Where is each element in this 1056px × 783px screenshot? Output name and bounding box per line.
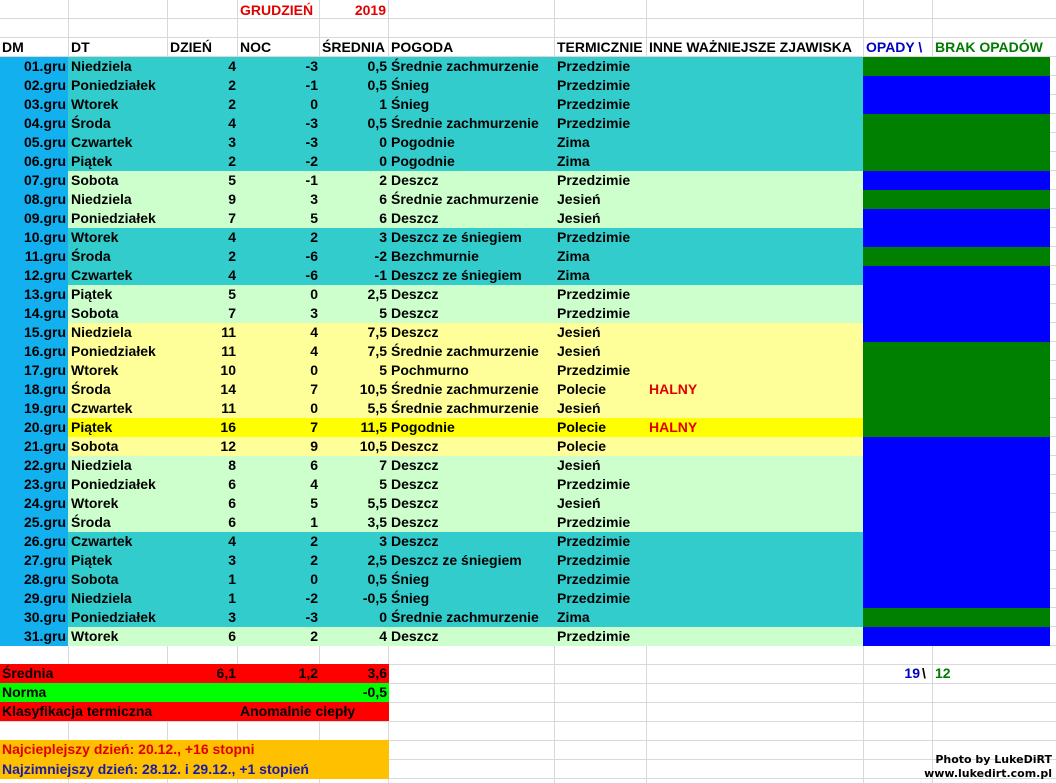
- weekday-cell: Czwartek: [71, 400, 133, 416]
- night-temp-cell: 5: [310, 210, 318, 226]
- weather-cell: Średnie zachmurzenie: [391, 191, 539, 207]
- night-temp-cell: -6: [305, 248, 318, 264]
- weather-cell: Deszcz: [391, 305, 439, 321]
- day-temp-cell: 7: [228, 210, 236, 226]
- weekday-cell: Sobota: [71, 438, 119, 454]
- day-temp-cell: 10: [220, 362, 236, 378]
- header-day: DZIEŃ: [170, 39, 212, 55]
- thermal-cell: Jesień: [557, 495, 601, 511]
- header-dm: DM: [2, 39, 24, 55]
- no-precip-indicator: [863, 190, 1050, 209]
- weekday-cell: Piątek: [71, 552, 113, 568]
- night-temp-cell: -6: [305, 267, 318, 283]
- weather-cell: Deszcz ze śniegiem: [391, 267, 522, 283]
- weather-cell: Śnieg: [391, 590, 430, 606]
- avg-temp-cell: 11,5: [360, 419, 387, 435]
- avg-temp-cell: 5,5: [367, 400, 387, 416]
- no-precip-indicator: [863, 418, 1050, 437]
- precip-indicator: [863, 304, 1050, 323]
- weekday-cell: Poniedziałek: [71, 343, 156, 359]
- day-temp-cell: 6: [228, 476, 236, 492]
- precip-indicator: [863, 171, 1050, 190]
- month-title: GRUDZIEŃ: [240, 2, 314, 18]
- night-temp-cell: 7: [310, 381, 318, 397]
- precip-indicator: [863, 323, 1050, 342]
- precip-indicator: [863, 95, 1050, 114]
- weekday-cell: Piątek: [71, 286, 113, 302]
- day-temp-cell: 6: [228, 514, 236, 530]
- avg-temp-cell: 0: [379, 134, 387, 150]
- date-cell: 23.gru: [23, 476, 66, 492]
- summary-norm-label: Norma: [2, 684, 47, 700]
- weather-cell: Deszcz: [391, 628, 439, 644]
- header-events: INNE WAŻNIEJSZE ZJAWISKA: [649, 39, 853, 55]
- thermal-cell: Przedzimie: [557, 96, 631, 112]
- thermal-cell: Przedzimie: [557, 590, 631, 606]
- weather-cell: Deszcz: [391, 457, 439, 473]
- thermal-cell: Przedzimie: [557, 362, 631, 378]
- night-temp-cell: 3: [310, 305, 318, 321]
- date-cell: 06.gru: [23, 153, 66, 169]
- thermal-cell: Przedzimie: [557, 58, 631, 74]
- weather-cell: Średnie zachmurzenie: [391, 609, 539, 625]
- thermal-cell: Przedzimie: [557, 476, 631, 492]
- day-temp-cell: 6: [228, 628, 236, 644]
- weekday-cell: Niedziela: [71, 324, 132, 340]
- summary-class-value: Anomalnie ciepły: [240, 703, 356, 719]
- day-temp-cell: 11: [221, 400, 236, 416]
- no-precip-indicator: [863, 114, 1050, 133]
- weekday-cell: Sobota: [71, 172, 119, 188]
- avg-temp-cell: 10,5: [359, 381, 387, 397]
- night-temp-cell: 0: [310, 400, 318, 416]
- weather-cell: Deszcz: [391, 533, 439, 549]
- night-temp-cell: -2: [305, 590, 318, 606]
- thermal-cell: Przedzimie: [557, 514, 631, 530]
- coldest-day-note: Najzimniejszy dzień: 28.12. i 29.12., +1 stopień: [2, 761, 309, 777]
- night-temp-cell: -3: [305, 58, 318, 74]
- date-cell: 02.gru: [23, 77, 66, 93]
- thermal-cell: Przedzimie: [557, 77, 631, 93]
- thermal-cell: Jesień: [557, 324, 601, 340]
- date-cell: 28.gru: [23, 571, 66, 587]
- thermal-cell: Jesień: [557, 191, 601, 207]
- precip-indicator: [863, 76, 1050, 95]
- weather-cell: Średnie zachmurzenie: [391, 115, 539, 131]
- avg-temp-cell: 3: [379, 533, 387, 549]
- day-temp-cell: 4: [228, 229, 236, 245]
- weather-cell: Pogodnie: [391, 134, 455, 150]
- precip-indicator: [863, 570, 1050, 589]
- date-cell: 14.gru: [23, 305, 66, 321]
- date-cell: 27.gru: [23, 552, 66, 568]
- thermal-cell: Polecie: [557, 419, 607, 435]
- day-temp-cell: 1: [228, 590, 236, 606]
- summary-avg-day: 6,1: [216, 665, 236, 681]
- weather-cell: Śnieg: [391, 571, 430, 587]
- weather-cell: Śnieg: [391, 96, 430, 112]
- thermal-cell: Jesień: [557, 400, 601, 416]
- weekday-cell: Piątek: [71, 153, 113, 169]
- avg-temp-cell: 7,5: [367, 343, 387, 359]
- avg-temp-cell: 10,5: [359, 438, 387, 454]
- header-thermal: TERMICZNIE: [557, 39, 643, 55]
- precip-indicator: [863, 475, 1050, 494]
- day-temp-cell: 3: [228, 609, 236, 625]
- thermal-cell: Przedzimie: [557, 628, 631, 644]
- weekday-cell: Czwartek: [71, 533, 133, 549]
- thermal-cell: Polecie: [557, 438, 607, 454]
- no-precip-indicator: [863, 57, 1050, 76]
- day-temp-cell: 14: [220, 381, 236, 397]
- weekday-cell: Piątek: [71, 419, 113, 435]
- night-temp-cell: 5: [310, 495, 318, 511]
- weekday-cell: Poniedziałek: [71, 476, 156, 492]
- date-cell: 04.gru: [23, 115, 66, 131]
- night-temp-cell: 3: [310, 191, 318, 207]
- no-precip-indicator: [863, 380, 1050, 399]
- no-precip-indicator: [863, 608, 1050, 627]
- day-temp-cell: 7: [228, 305, 236, 321]
- thermal-cell: Jesień: [557, 210, 601, 226]
- weather-cell: Średnie zachmurzenie: [391, 400, 539, 416]
- weather-cell: Pogodnie: [391, 153, 455, 169]
- weekday-cell: Wtorek: [71, 495, 119, 511]
- date-cell: 03.gru: [23, 96, 66, 112]
- header-noprecip: BRAK OPADÓW: [935, 39, 1043, 55]
- website-credit: www.lukedirt.com.pl: [924, 767, 1052, 780]
- precip-indicator: [863, 532, 1050, 551]
- date-cell: 08.gru: [23, 191, 66, 207]
- thermal-cell: Przedzimie: [557, 552, 631, 568]
- weekday-cell: Środa: [71, 514, 111, 530]
- date-cell: 21.gru: [23, 438, 66, 454]
- night-temp-cell: -1: [305, 77, 318, 93]
- day-temp-cell: 4: [228, 58, 236, 74]
- avg-temp-cell: 2,5: [367, 286, 387, 302]
- date-cell: 05.gru: [23, 134, 66, 150]
- weather-cell: Śnieg: [391, 77, 430, 93]
- weather-cell: Deszcz: [391, 172, 439, 188]
- precip-indicator: [863, 513, 1050, 532]
- thermal-cell: Zima: [557, 153, 590, 169]
- avg-temp-cell: 1: [379, 96, 387, 112]
- day-temp-cell: 2: [228, 96, 236, 112]
- thermal-cell: Przedzimie: [557, 571, 631, 587]
- warmest-day-note: Najcieplejszy dzień: 20.12., +16 stopni: [2, 741, 255, 757]
- precip-indicator: [863, 437, 1050, 456]
- weather-cell: Deszcz: [391, 210, 439, 226]
- night-temp-cell: -1: [305, 172, 318, 188]
- weekday-cell: Sobota: [71, 571, 119, 587]
- day-temp-cell: 1: [228, 571, 236, 587]
- date-cell: 19.gru: [23, 400, 66, 416]
- night-temp-cell: -3: [305, 609, 318, 625]
- precip-days-count: 19: [904, 665, 920, 681]
- summary-avg-mean: 3,6: [367, 665, 387, 681]
- weekday-cell: Niedziela: [71, 58, 132, 74]
- weather-cell: Bezchmurnie: [391, 248, 479, 264]
- avg-temp-cell: 0: [379, 609, 387, 625]
- weekday-cell: Wtorek: [71, 96, 119, 112]
- date-cell: 07.gru: [23, 172, 66, 188]
- day-temp-cell: 4: [228, 115, 236, 131]
- date-cell: 16.gru: [23, 343, 66, 359]
- date-cell: 22.gru: [23, 457, 66, 473]
- day-temp-cell: 3: [228, 134, 236, 150]
- summary-norm-value: -0,5: [362, 684, 387, 700]
- thermal-cell: Zima: [557, 609, 590, 625]
- weather-cell: Średnie zachmurzenie: [391, 343, 539, 359]
- no-precip-indicator: [863, 342, 1050, 361]
- avg-temp-cell: 0,5: [367, 571, 387, 587]
- day-temp-cell: 9: [228, 191, 236, 207]
- header-avg: ŚREDNIA: [322, 39, 386, 55]
- header-night: NOC: [240, 39, 272, 55]
- night-temp-cell: 2: [310, 628, 318, 644]
- weekday-cell: Środa: [71, 248, 111, 264]
- weekday-cell: Czwartek: [71, 134, 133, 150]
- date-cell: 13.gru: [23, 286, 66, 302]
- weekday-cell: Niedziela: [71, 590, 132, 606]
- header-weather: POGODA: [391, 39, 454, 55]
- weekday-cell: Wtorek: [71, 229, 119, 245]
- night-temp-cell: 7: [310, 419, 318, 435]
- date-cell: 09.gru: [23, 210, 66, 226]
- avg-temp-cell: 0,5: [367, 115, 387, 131]
- date-cell: 24.gru: [23, 495, 66, 511]
- weekday-cell: Poniedziałek: [71, 210, 156, 226]
- weekday-cell: Czwartek: [71, 267, 133, 283]
- night-temp-cell: 0: [310, 96, 318, 112]
- day-temp-cell: 4: [228, 267, 236, 283]
- precip-indicator: [863, 228, 1050, 247]
- weather-cell: Deszcz: [391, 286, 439, 302]
- night-temp-cell: 6: [310, 457, 318, 473]
- weather-cell: Deszcz ze śniegiem: [391, 229, 522, 245]
- precip-indicator: [863, 589, 1050, 608]
- night-temp-cell: -3: [305, 134, 318, 150]
- avg-temp-cell: 6: [379, 191, 387, 207]
- date-cell: 01.gru: [23, 58, 66, 74]
- date-cell: 10.gru: [23, 229, 66, 245]
- thermal-cell: Zima: [557, 134, 590, 150]
- precip-indicator: [863, 456, 1050, 475]
- precip-indicator: [863, 551, 1050, 570]
- day-temp-cell: 12: [220, 438, 236, 454]
- thermal-cell: Przedzimie: [557, 172, 631, 188]
- day-temp-cell: 2: [228, 153, 236, 169]
- summary-avg-night: 1,2: [298, 665, 318, 681]
- thermal-cell: Przedzimie: [557, 115, 631, 131]
- day-temp-cell: 11: [221, 343, 236, 359]
- header-precip: OPADY \: [866, 39, 923, 55]
- day-temp-cell: 8: [228, 457, 236, 473]
- avg-temp-cell: 0: [379, 153, 387, 169]
- year-title: 2019: [354, 2, 386, 18]
- avg-temp-cell: 2,5: [367, 552, 387, 568]
- avg-temp-cell: 3: [379, 229, 387, 245]
- thermal-cell: Przedzimie: [557, 533, 631, 549]
- night-temp-cell: 2: [310, 552, 318, 568]
- avg-temp-cell: 7: [379, 457, 387, 473]
- avg-temp-cell: 5,5: [367, 495, 387, 511]
- thermal-cell: Przedzimie: [557, 229, 631, 245]
- no-precip-indicator: [863, 152, 1050, 171]
- weekday-cell: Niedziela: [71, 191, 132, 207]
- weather-cell: Średnie zachmurzenie: [391, 381, 539, 397]
- date-cell: 11.gru: [24, 248, 66, 264]
- precip-indicator: [863, 285, 1050, 304]
- weekday-cell: Środa: [71, 381, 111, 397]
- date-cell: 20.gru: [23, 419, 66, 435]
- avg-temp-cell: 5: [379, 362, 387, 378]
- night-temp-cell: 0: [310, 571, 318, 587]
- night-temp-cell: 2: [310, 229, 318, 245]
- day-temp-cell: 11: [221, 324, 236, 340]
- night-temp-cell: 4: [310, 324, 318, 340]
- date-cell: 26.gru: [23, 533, 66, 549]
- summary-class-label: Klasyfikacja termiczna: [2, 703, 153, 719]
- night-temp-cell: 9: [310, 438, 318, 454]
- avg-temp-cell: -1: [374, 267, 387, 283]
- night-temp-cell: -3: [305, 115, 318, 131]
- thermal-cell: Jesień: [557, 343, 601, 359]
- date-cell: 12.gru: [23, 267, 66, 283]
- day-temp-cell: 6: [228, 495, 236, 511]
- night-temp-cell: 4: [310, 476, 318, 492]
- date-cell: 30.gru: [23, 609, 66, 625]
- night-temp-cell: 0: [310, 362, 318, 378]
- thermal-cell: Przedzimie: [557, 286, 631, 302]
- no-precip-indicator: [863, 247, 1050, 266]
- weekday-cell: Wtorek: [71, 362, 119, 378]
- night-temp-cell: 0: [310, 286, 318, 302]
- weekday-cell: Niedziela: [71, 457, 132, 473]
- no-precip-indicator: [863, 361, 1050, 380]
- avg-temp-cell: 3,5: [367, 514, 387, 530]
- night-temp-cell: 1: [310, 514, 318, 530]
- date-cell: 31.gru: [23, 628, 66, 644]
- thermal-cell: Zima: [557, 267, 590, 283]
- date-cell: 25.gru: [23, 514, 66, 530]
- night-temp-cell: 2: [310, 533, 318, 549]
- day-temp-cell: 16: [220, 419, 236, 435]
- weekday-cell: Wtorek: [71, 628, 119, 644]
- summary-avg-label: Średnia: [2, 665, 54, 681]
- thermal-cell: Polecie: [557, 381, 607, 397]
- day-temp-cell: 5: [228, 172, 236, 188]
- avg-temp-cell: 5: [379, 476, 387, 492]
- no-precip-indicator: [863, 399, 1050, 418]
- date-cell: 17.gru: [23, 362, 66, 378]
- night-temp-cell: -2: [305, 153, 318, 169]
- weather-cell: Deszcz: [391, 476, 439, 492]
- weather-cell: Średnie zachmurzenie: [391, 58, 539, 74]
- no-precip-indicator: [863, 133, 1050, 152]
- weekday-cell: Poniedziałek: [71, 77, 156, 93]
- avg-temp-cell: -2: [374, 248, 387, 264]
- precip-indicator: [863, 627, 1050, 646]
- events-cell: HALNY: [649, 381, 698, 397]
- day-temp-cell: 2: [228, 248, 236, 264]
- avg-temp-cell: -0,5: [362, 590, 387, 606]
- date-cell: 18.gru: [23, 381, 66, 397]
- avg-temp-cell: 7,5: [367, 324, 387, 340]
- precip-indicator: [863, 266, 1050, 285]
- weather-cell: Pochmurno: [391, 362, 469, 378]
- avg-temp-cell: 5: [379, 305, 387, 321]
- weather-cell: Deszcz: [391, 514, 439, 530]
- precip-indicator: [863, 494, 1050, 513]
- avg-temp-cell: 6: [379, 210, 387, 226]
- weekday-cell: Środa: [71, 115, 111, 131]
- night-temp-cell: 4: [310, 343, 318, 359]
- weather-cell: Deszcz: [391, 324, 439, 340]
- day-temp-cell: 2: [228, 77, 236, 93]
- dry-days-count: 12: [935, 665, 951, 681]
- weather-cell: Pogodnie: [391, 419, 455, 435]
- avg-temp-cell: 4: [379, 628, 387, 644]
- date-cell: 15.gru: [23, 324, 66, 340]
- weekday-cell: Sobota: [71, 305, 119, 321]
- count-separator: \: [922, 665, 926, 681]
- thermal-cell: Zima: [557, 248, 590, 264]
- weekday-cell: Poniedziałek: [71, 609, 156, 625]
- day-temp-cell: 3: [228, 552, 236, 568]
- thermal-cell: Jesień: [557, 457, 601, 473]
- avg-temp-cell: 0,5: [367, 58, 387, 74]
- header-dt: DT: [71, 39, 90, 55]
- photo-credit: Photo by LukeDiRT: [935, 753, 1052, 766]
- day-temp-cell: 5: [228, 286, 236, 302]
- weather-cell: Deszcz: [391, 438, 439, 454]
- weather-cell: Deszcz: [391, 495, 439, 511]
- precip-indicator: [863, 209, 1050, 228]
- avg-temp-cell: 0,5: [367, 77, 387, 93]
- events-cell: HALNY: [649, 419, 698, 435]
- date-cell: 29.gru: [23, 590, 66, 606]
- thermal-cell: Przedzimie: [557, 305, 631, 321]
- weather-cell: Deszcz ze śniegiem: [391, 552, 522, 568]
- day-temp-cell: 4: [228, 533, 236, 549]
- avg-temp-cell: 2: [379, 172, 387, 188]
